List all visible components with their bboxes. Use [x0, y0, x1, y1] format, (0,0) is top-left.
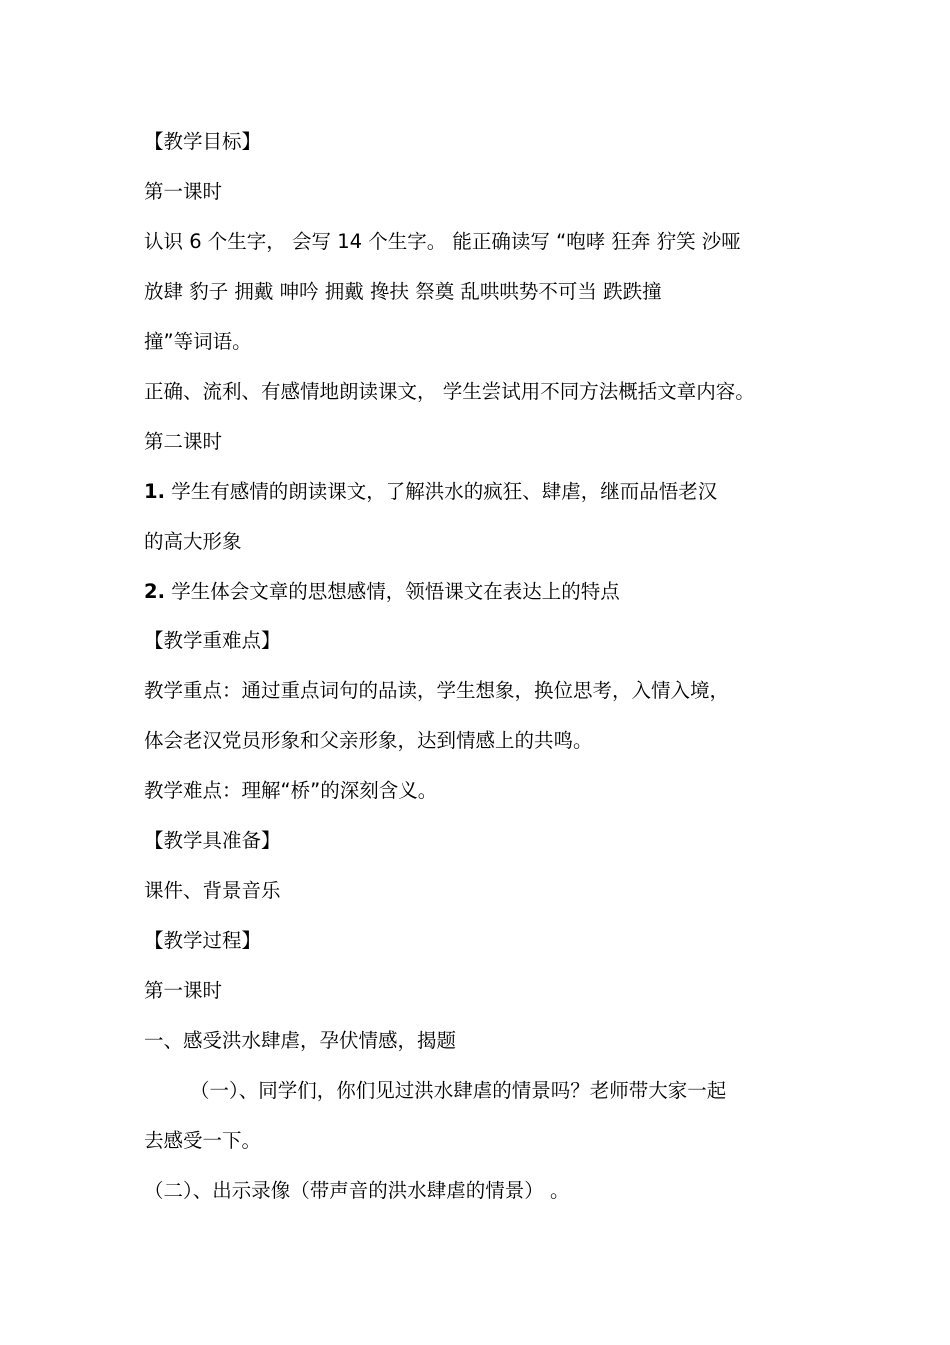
paragraph-line: （一）、同学们，你们见过洪水肆虐的情景吗？老师带大家一起: [190, 1079, 727, 1102]
paragraph-line: 认识 6 个生字， 会写 14 个生字。 能正确读写 “咆哮 狂奔 狞笑 沙哑: [144, 230, 741, 253]
paragraph-line: 体会老汉党员形象和父亲形象，达到情感上的共鸣。: [144, 729, 593, 752]
item-number: 1.: [144, 480, 165, 503]
section-heading: 一、感受洪水肆虐，孕伏情感，揭题: [144, 1029, 457, 1052]
second-lesson-label: 第二课时: [144, 430, 223, 453]
heading-process: 【教学过程】: [144, 929, 262, 952]
paragraph-line: 去感受一下。: [144, 1129, 262, 1152]
heading-key-points: 【教学重难点】: [144, 629, 281, 652]
paragraph-line: 放肆 豹子 拥戴 呻吟 拥戴 搀扶 祭奠 乱哄哄势不可当 跌跌撞: [144, 280, 662, 303]
paragraph-line: 正确、流利、有感情地朗读课文， 学生尝试用不同方法概括文章内容。: [144, 380, 755, 403]
paragraph-line: 教学重点：通过重点词句的品读，学生想象，换位思考，入情入境，: [144, 679, 730, 702]
first-lesson-label: 第一课时: [144, 979, 223, 1002]
paragraph-line: 课件、背景音乐: [144, 879, 281, 902]
paragraph-line: （二）、出示录像（带声音的洪水肆虐的情景） 。: [144, 1179, 570, 1202]
numbered-item-1: [144, 477, 717, 507]
paragraph-line: 的高大形象: [144, 530, 242, 553]
item-number: 2.: [144, 580, 165, 603]
item-text: 学生有感情的朗读课文，了解洪水的疯狂、肆虐，继而品悟老汉: [171, 480, 718, 503]
heading-teaching-goals: 【教学目标】: [144, 130, 262, 153]
paragraph-line: 撞”等词语。: [144, 330, 252, 353]
item-text: 学生体会文章的思想感情，领悟课文在表达上的特点: [171, 580, 620, 603]
heading-materials: 【教学具准备】: [144, 829, 281, 852]
first-lesson-label: 第一课时: [144, 180, 223, 203]
paragraph-line: 教学难点：理解“桥”的深刻含义。: [144, 779, 438, 802]
numbered-item-2: [144, 577, 620, 607]
